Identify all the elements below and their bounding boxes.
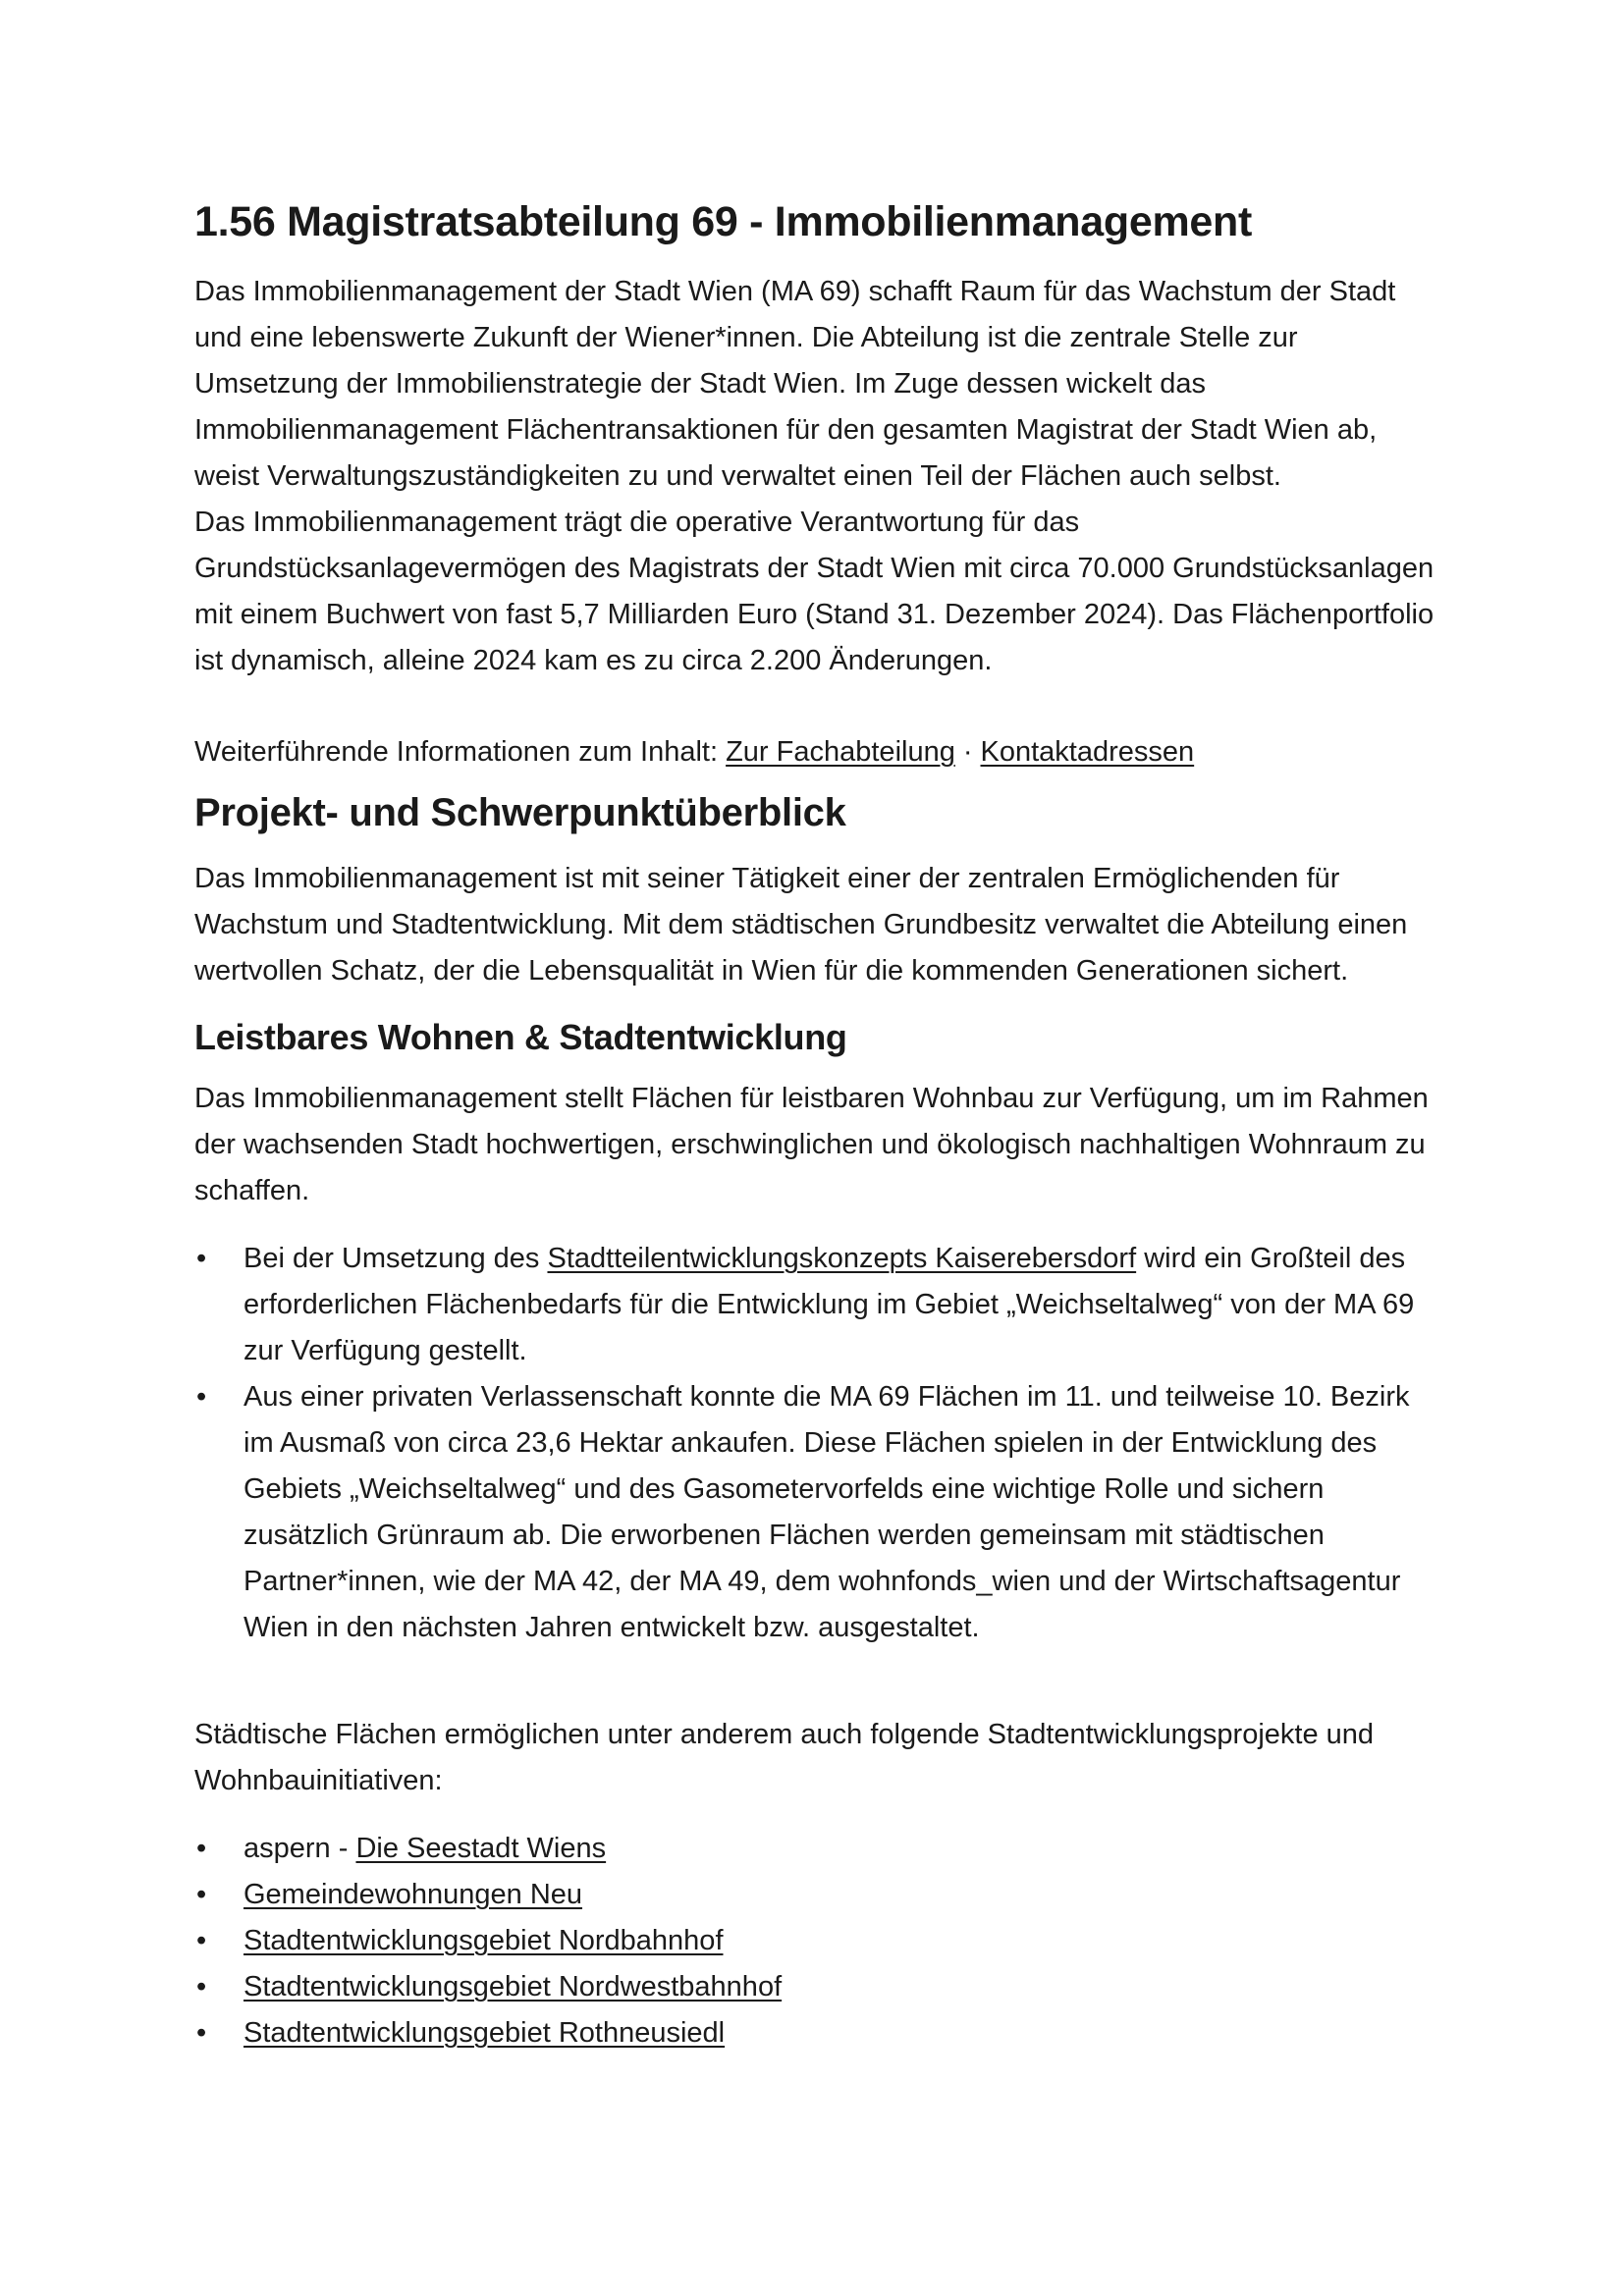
list-item bbox=[194, 1236, 1441, 1374]
project-text-pre: aspern - bbox=[244, 1832, 356, 1864]
spacer bbox=[194, 1673, 1441, 1712]
list-item bbox=[194, 1918, 1441, 1964]
bullet-icon: • bbox=[196, 1380, 207, 1413]
housing-bullet-list bbox=[194, 1236, 1441, 1651]
bullet-icon: • bbox=[196, 2016, 207, 2049]
gemeindewohnungen-link[interactable]: Gemeindewohnungen Neu bbox=[244, 1878, 583, 1910]
section-title-housing: Leistbares Wohnen & Stadtentwicklung bbox=[194, 1016, 847, 1057]
further-info-line bbox=[194, 729, 1441, 775]
bullet-icon: • bbox=[196, 1832, 207, 1864]
document-page bbox=[194, 196, 1441, 2078]
bullet-text-pre: Bei der Umsetzung des bbox=[244, 1242, 548, 1274]
projects-intro: Städtische Flächen ermöglichen unter anderem auch folgende Stadtentwicklungsprojekte und Wohnbauinitiativen: bbox=[194, 1718, 1375, 1796]
list-item bbox=[194, 1964, 1441, 2010]
projects-list bbox=[194, 1826, 1441, 2056]
kaiserebersdorf-link[interactable]: Stadtteilentwicklungskonzepts Kaiserebersdorf bbox=[547, 1242, 1137, 1274]
intro-paragraph-2: Das Immobilienmanagement trägt die operative Verantwortung für das Grundstücksanlagevermögen des Magistrats der Stadt Wien mit circa 70.000 Grundstücksanlagen mit einem Buchwert von fast 5,7 Milliarden Euro (Stand 31. Dezember 2024). Das Flächenportfolio ist dynamisch, alleine 2024 kam es zu circa 2.200 Änderungen. bbox=[194, 506, 1435, 676]
seestadt-link[interactable]: Die Seestadt Wiens bbox=[355, 1832, 607, 1864]
fachabteilung-link[interactable]: Zur Fachabteilung bbox=[726, 735, 955, 768]
nordbahnhof-link[interactable]: Stadtentwicklungsgebiet Nordbahnhof bbox=[244, 1924, 724, 1956]
housing-paragraph: Das Immobilienmanagement stellt Flächen für leistbaren Wohnbau zur Verfügung, um im Rahmen der wachsenden Stadt hochwertigen, erschwinglichen und ökologisch nachhaltigen Wohnraum zu schaffen. bbox=[194, 1082, 1429, 1206]
bullet-text: Aus einer privaten Verlassenschaft konnte die MA 69 Flächen im 11. und teilweise 10. Bezirk im Ausmaß von circa 23,6 Hektar ankaufen. Diese Flächen spielen in der Entwicklung des Gebiets „Weichseltalweg“ und des Gasometervorfelds eine wichtige Rolle und sichern zusätzlich Grünraum ab. Die erworbenen Flächen werden gemeinsam mit städtischen Partner*innen, wie der MA 42, der MA 49, dem wohnfonds_wien und der Wirtschaftsagentur Wien in den nächsten Jahren entwickelt bzw. ausgestaltet. bbox=[244, 1380, 1410, 1643]
rothneusiedl-link[interactable]: Stadtentwicklungsgebiet Rothneusiedl bbox=[244, 2016, 726, 2049]
list-item bbox=[194, 2010, 1441, 2056]
bullet-icon: • bbox=[196, 1924, 207, 1956]
further-info-label: Weiterführende Informationen zum Inhalt: bbox=[194, 735, 719, 768]
kontaktadressen-link[interactable]: Kontaktadressen bbox=[980, 735, 1195, 768]
section-title-overview: Projekt- und Schwerpunktüberblick bbox=[194, 790, 846, 834]
bullet-text-post: wird ein Großteil des erforderlichen Flächenbedarfs für die Entwicklung im Gebiet „Weichseltalweg“ von der MA 69 zur Verfügung gestellt. bbox=[244, 1242, 1415, 1366]
page-title: 1.56 Magistratsabteilung 69 - Immobilienmanagement bbox=[194, 198, 1253, 245]
overview-paragraph: Das Immobilienmanagement ist mit seiner Tätigkeit einer der zentralen Ermöglichenden für Wachstum und Stadtentwicklung. Mit dem städtischen Grundbesitz verwaltet die Abteilung einen wertvollen Schatz, der die Lebensqualität in Wien für die kommenden Generationen sichert. bbox=[194, 862, 1408, 987]
intro-paragraph-1: Das Immobilienmanagement der Stadt Wien (MA 69) schafft Raum für das Wachstum der Stadt und eine lebenswerte Zukunft der Wiener*innen. Die Abteilung ist die zentrale Stelle zur Umsetzung der Immobilienstrategie der Stadt Wien. Im Zuge dessen wickelt das Immobilienmanagement Flächentransaktionen für den gesamten Magistrat der Stadt Wien ab, weist Verwaltungszuständigkeiten zu und verwaltet einen Teil der Flächen auch selbst. bbox=[194, 275, 1396, 492]
list-item bbox=[194, 1872, 1441, 1918]
bullet-icon: • bbox=[196, 1242, 207, 1274]
link-separator: · bbox=[962, 735, 973, 768]
bullet-icon: • bbox=[196, 1878, 207, 1910]
list-item bbox=[194, 1374, 1441, 1651]
bullet-icon: • bbox=[196, 1970, 207, 2002]
list-item bbox=[194, 1826, 1441, 1872]
nordwestbahnhof-link[interactable]: Stadtentwicklungsgebiet Nordwestbahnhof bbox=[244, 1970, 783, 2002]
